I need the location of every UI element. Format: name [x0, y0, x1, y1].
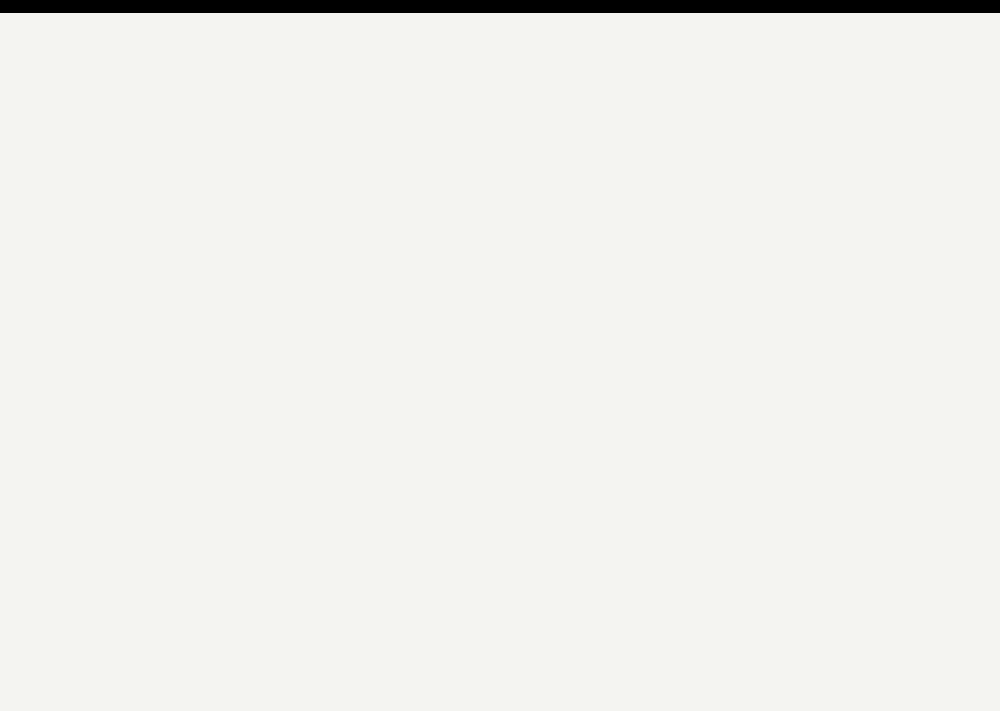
archive-banner: [0, 0, 1000, 13]
form-grid: [0, 13, 1000, 711]
census-sheet: [0, 13, 1000, 711]
